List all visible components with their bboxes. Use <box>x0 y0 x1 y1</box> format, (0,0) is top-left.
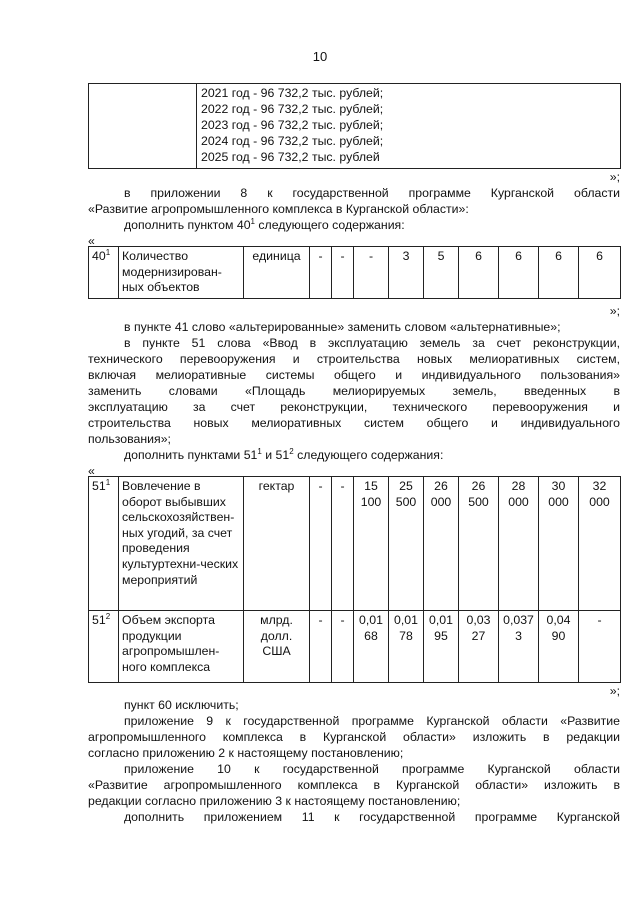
paragraph-text: дополнить приложением 11 к государственной программе Курганской <box>124 810 620 824</box>
paragraph-text: в пункте 41 слово «альтерированные» заменить словом «альтернативные»; <box>124 320 561 334</box>
funding-cell <box>197 84 621 169</box>
indicator-table-51 <box>88 476 621 683</box>
superscript: 2 <box>289 446 294 456</box>
close-quote: »; <box>609 684 620 698</box>
paragraph-text: в пункте 51 слова «Ввод в эксплуатацию земель за счет реконструкции, <box>124 336 620 350</box>
value-cell: 28 000 <box>499 477 539 611</box>
item-number-main: 40 <box>92 249 106 263</box>
paragraph-add-51 <box>88 448 620 464</box>
paragraph-app11 <box>88 810 620 826</box>
value-cell: - <box>332 477 354 611</box>
value-cell: 26 000 <box>424 477 459 611</box>
table-row <box>89 477 621 611</box>
indicator-name: Объем экспорта продукции агропромышлен-ного комплекса <box>119 611 244 683</box>
table-row <box>89 247 621 299</box>
paragraph-text: дополнить пунктом 40 <box>124 218 251 232</box>
indicator-name: Количество модернизирован-ных объектов <box>119 247 244 299</box>
value-cell: - <box>332 247 354 299</box>
value-cell: - <box>579 611 621 683</box>
paragraph-p60 <box>88 698 620 714</box>
paragraph-p51-line: технического перевооружения и строительства новых мелиоративных систем, <box>88 352 620 366</box>
item-number <box>89 247 119 299</box>
funding-line: 2024 год - 96 732,2 тыс. рублей; <box>201 133 384 148</box>
paragraph-appendix8-cont: «Развитие агропромышленного комплекса в Курганской области»: <box>88 202 469 216</box>
value-cell: 5 <box>424 247 459 299</box>
value-cell: 3 <box>389 247 424 299</box>
paragraph-text: в приложении 8 к государственной программе Курганской области <box>124 186 620 200</box>
open-quote: « <box>88 234 95 248</box>
close-quote: »; <box>609 170 620 184</box>
item-number-main: 51 <box>92 479 106 493</box>
value-cell: 0,01 78 <box>389 611 424 683</box>
paragraph-p51-line: пользования»; <box>88 432 171 446</box>
value-cell: 6 <box>579 247 621 299</box>
funding-table <box>88 83 621 169</box>
value-cell: - <box>354 247 389 299</box>
superscript: 1 <box>105 247 111 257</box>
value-cell: 6 <box>459 247 499 299</box>
value-cell: 0,04 90 <box>539 611 579 683</box>
paragraph-app10-line: редакции согласно приложению 3 к настоящему постановлению; <box>88 794 461 808</box>
table-row <box>89 611 621 683</box>
item-number-main: 51 <box>92 613 106 627</box>
value-cell: - <box>332 611 354 683</box>
paragraph-appendix8 <box>88 186 620 202</box>
paragraph-p51-line: эксплуатацию за счет реконструкции, технического перевооружения и <box>88 400 620 414</box>
paragraph-text: и 51 <box>261 448 290 462</box>
value-cell: 6 <box>499 247 539 299</box>
unit-cell: единица <box>244 247 310 299</box>
funding-line: 2023 год - 96 732,2 тыс. рублей; <box>201 117 384 132</box>
table-row <box>89 84 621 169</box>
paragraph-app9-line <box>88 714 620 730</box>
value-cell: - <box>310 477 332 611</box>
value-cell: 0,01 68 <box>354 611 389 683</box>
value-cell: 0,03 27 <box>459 611 499 683</box>
paragraph-text: приложение 10 к государственной программе Курганской области <box>124 762 620 776</box>
paragraph-app9-line: агропромышленного комплекса в Курганской области» изложить в редакции <box>88 730 620 744</box>
superscript: 1 <box>257 446 262 456</box>
item-number <box>89 477 119 611</box>
value-cell: 32 000 <box>579 477 621 611</box>
value-cell: 15 100 <box>354 477 389 611</box>
funding-line: 2025 год - 96 732,2 тыс. рублей <box>201 149 380 164</box>
paragraph-p51-line: строительства новых мелиоративных систем общего и индивидуального <box>88 416 620 430</box>
paragraph-text: следующего содержания: <box>254 218 405 232</box>
open-quote: « <box>88 464 95 478</box>
paragraph-add-40 <box>88 218 620 234</box>
close-quote: »; <box>609 304 620 318</box>
value-cell: - <box>310 247 332 299</box>
table-cell-empty <box>89 84 197 169</box>
indicator-table-40 <box>88 246 621 299</box>
funding-line: 2022 год - 96 732,2 тыс. рублей; <box>201 101 384 116</box>
funding-line: 2021 год - 96 732,2 тыс. рублей; <box>201 86 384 100</box>
paragraph-app9-line: согласно приложению 2 к настоящему постановлению; <box>88 746 404 760</box>
paragraph-text: дополнить пунктами 51 <box>124 448 258 462</box>
unit-cell: млрд. долл. США <box>244 611 310 683</box>
unit-cell: гектар <box>244 477 310 611</box>
value-cell: - <box>310 611 332 683</box>
value-cell: 6 <box>539 247 579 299</box>
paragraph-text: следующего содержания: <box>293 448 444 462</box>
page-number: 10 <box>312 49 328 64</box>
superscript: 1 <box>105 477 111 487</box>
paragraph-p51-line: включая мелиоративные системы общего и индивидуального пользования» <box>88 368 620 382</box>
paragraph-text: приложение 9 к государственной программе Курганской области «Развитие <box>124 714 620 728</box>
indicator-name: Вовлечение в оборот выбывших сельскохозяйствен-ных угодий, за счет проведения культуртехни-ческих мероприятий <box>119 477 244 611</box>
item-number <box>89 611 119 683</box>
value-cell: 30 000 <box>539 477 579 611</box>
superscript: 1 <box>250 216 255 226</box>
paragraph-p51-line <box>88 336 620 352</box>
value-cell: 25 500 <box>389 477 424 611</box>
value-cell: 26 500 <box>459 477 499 611</box>
paragraph-text: пункт 60 исключить; <box>124 698 239 712</box>
paragraph-app10-line: «Развитие агропромышленного комплекса в Курганской области» изложить в <box>88 778 620 792</box>
superscript: 2 <box>105 611 111 621</box>
paragraph-app10-line <box>88 762 620 778</box>
paragraph-p41 <box>88 320 620 336</box>
value-cell: 0,037 3 <box>499 611 539 683</box>
paragraph-p51-line: заменить словами «Площадь мелиорируемых земель, введенных в <box>88 384 620 398</box>
value-cell: 0,01 95 <box>424 611 459 683</box>
